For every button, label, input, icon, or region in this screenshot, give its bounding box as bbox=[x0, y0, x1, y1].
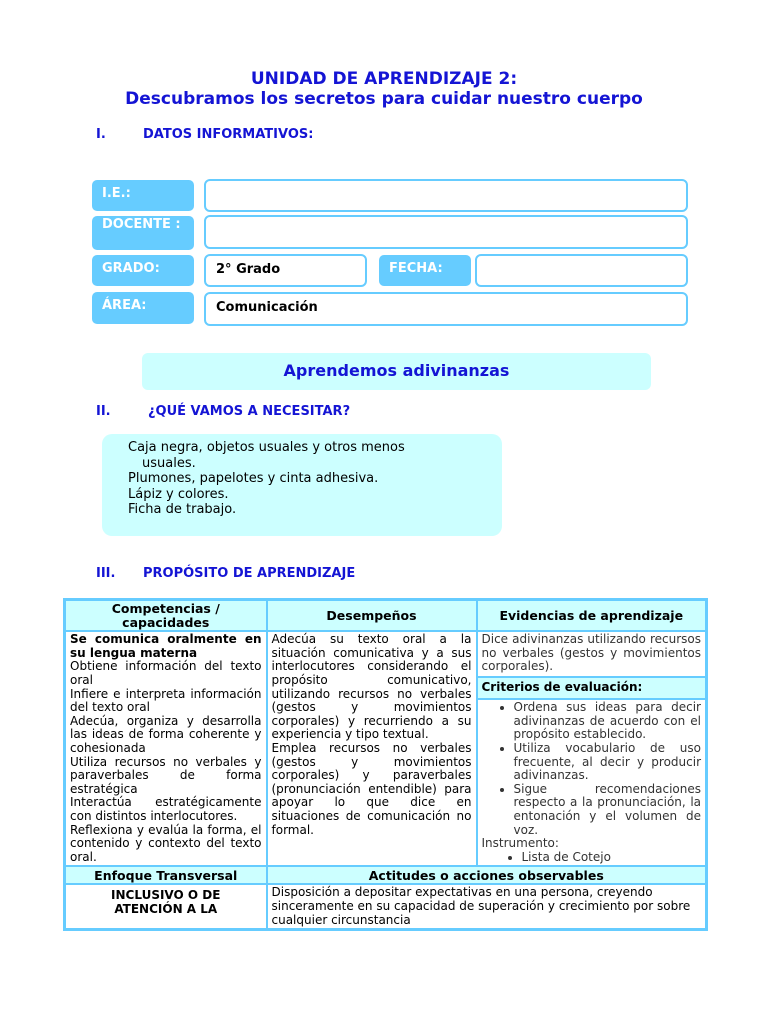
capacidad-item: Adecúa, organiza y desarrolla las ideas de forma coherente y cohesionada bbox=[70, 713, 262, 755]
fecha-label: FECHA: bbox=[379, 255, 471, 286]
capacidad-item: Obtiene información del texto oral bbox=[70, 659, 262, 687]
evidencia-cell: Dice adivinanzas utilizando recursos no verbales (gestos y movimientos corporales). bbox=[477, 631, 707, 677]
section-1-title: DATOS INFORMATIVOS: bbox=[143, 127, 314, 142]
section-1-number: I. bbox=[96, 127, 106, 142]
docente-label: DOCENTE : bbox=[92, 216, 194, 250]
docente-field[interactable] bbox=[204, 215, 688, 249]
actitudes-cell: Disposición a depositar expectativas en una persona, creyendo sinceramente en su capacidad de superación y crecimiento por sobre cualquier circunstancia bbox=[267, 884, 707, 929]
grado-label: GRADO: bbox=[92, 255, 194, 286]
fecha-field[interactable] bbox=[475, 254, 688, 287]
instrumento-item: • Lista de Cotejo bbox=[522, 851, 702, 865]
area-field[interactable]: Comunicación bbox=[204, 292, 688, 326]
section-3-title: PROPÓSITO DE APRENDIZAJE bbox=[143, 566, 356, 581]
materials-item: Plumones, papelotes y cinta adhesiva. bbox=[128, 471, 379, 486]
area-label: ÁREA: bbox=[92, 292, 194, 324]
unit-title: UNIDAD DE APRENDIZAJE 2: bbox=[250, 69, 518, 89]
capacidad-item: Infiere e interpreta información del texto oral bbox=[70, 686, 262, 715]
desempeno-item: Emplea recursos no verbales (gestos y movimientos corporales) y paraverbales (pronunciación entendible) para apoyar lo que dice en situaciones de comunicación no formal. bbox=[271, 740, 472, 837]
criterio-item: • Ordena sus ideas para decir adivinanzas de acuerdo con el propósito establecido. bbox=[514, 701, 702, 742]
section-3-number: III. bbox=[96, 566, 116, 581]
materials-item: Caja negra, objetos usuales y otros menos bbox=[128, 440, 405, 455]
instrumento-label: Instrumento: bbox=[481, 836, 559, 851]
materials-box bbox=[102, 434, 502, 536]
capacidad-item: Interactúa estratégicamente con distintos interlocutores. bbox=[70, 795, 262, 823]
learning-purpose-table bbox=[63, 598, 708, 931]
section-2-title: ¿QUÉ VAMOS A NECESITAR? bbox=[148, 404, 351, 419]
desempenos-cell bbox=[267, 631, 477, 866]
header-actitudes: Actitudes o acciones observables bbox=[267, 866, 707, 884]
capacidad-item: Utiliza recursos no verbales y paraverbales de forma estratégica bbox=[70, 754, 262, 796]
section-2-number: II. bbox=[96, 404, 111, 419]
unit-subtitle: Descubramos los secretos para cuidar nuestro cuerpo bbox=[125, 89, 643, 109]
materials-item: Lápiz y colores. bbox=[128, 486, 229, 502]
materials-item: Ficha de trabajo. bbox=[128, 502, 237, 517]
grado-field[interactable]: 2° Grado bbox=[204, 254, 367, 287]
header-desempenos: Desempeños bbox=[267, 600, 477, 632]
criterio-item: • Sigue recomendaciones respecto a la pronunciación, la entonación y el volumen de voz. bbox=[514, 783, 702, 837]
enfoque-cell: INCLUSIVO O DE ATENCIÓN A LA bbox=[65, 884, 267, 929]
header-enfoque: Enfoque Transversal bbox=[65, 866, 267, 884]
header-competencias: Competencias / capacidades bbox=[65, 600, 267, 632]
materials-item-continued: usuales. bbox=[142, 455, 196, 471]
competencias-cell bbox=[65, 631, 267, 866]
ie-field[interactable] bbox=[204, 179, 688, 212]
capacidad-item: Reflexiona y evalúa la forma, el contenido y contexto del texto oral. bbox=[70, 822, 262, 864]
instrumento-list bbox=[482, 851, 702, 865]
criterios-header: Criterios de evaluación: bbox=[477, 677, 707, 699]
criterios-list bbox=[482, 701, 702, 837]
desempeno-item: Adecúa su texto oral a la situación comunicativa y a sus interlocutores considerando el propósito comunicativo, utilizando recursos no verbales (gestos y movimientos corporales) y recurriendo a su experiencia y tipo textual. bbox=[271, 632, 472, 742]
criterio-item: • Utiliza vocabulario de uso frecuente, al decir y producir adivinanzas. bbox=[514, 742, 702, 783]
criterios-cell bbox=[477, 699, 707, 866]
header-evidencias: Evidencias de aprendizaje bbox=[477, 600, 707, 632]
ie-label: I.E.: bbox=[92, 180, 194, 211]
competencia-title: Se comunica oralmente en su lengua materna bbox=[70, 632, 262, 660]
session-title-banner: Aprendemos adivinanzas bbox=[142, 353, 651, 390]
